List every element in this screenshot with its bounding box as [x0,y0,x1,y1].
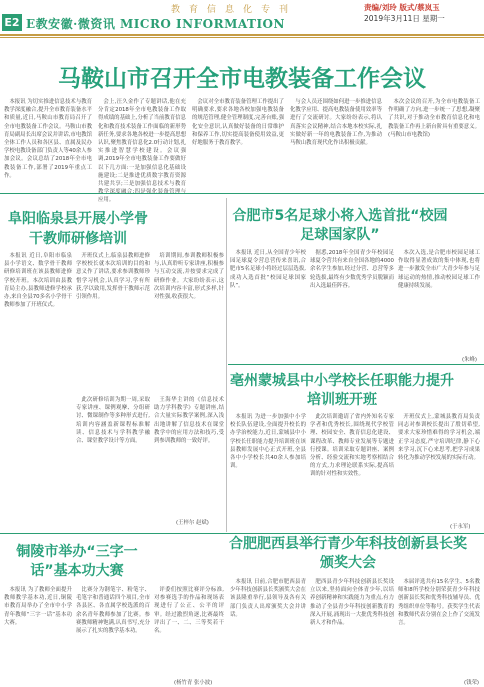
headline-linquan: 阜阳临泉县开展小学骨干教师研修培训 [8,211,148,247]
masthead-rule-thin [0,37,484,38]
a3-col1: 本报讯 近日,从全国青少年校园足球夏令营总营传来喜讯,合肥市5名足球小将经过层层选拔,成功入选首批“校园足球国家队”。 [230,250,306,289]
column-title: E教安徽·微资讯 MICRO INFORMATION [26,17,285,31]
masthead-rule [0,34,484,36]
a6-credit: (钱荣) [464,680,479,686]
a2-col3: 培训期间,参训教师积极参与,认真聆听专家讲座,积极参与互动交流,并按要求完成了研修作业。大家纷纷表示,这次培训内容丰富,形式多样,针对性强,收获很大。 [154,253,224,301]
headline-feixi: 合肥肥西县举行青少年科技创新县长奖颁奖大会 [229,536,467,571]
headline-tongling: 铜陵市举办“三字一话”基本功大赛 [16,544,138,579]
headline-maanshan: 马鞍山市召开全市电教装备工作会议 [58,66,426,92]
a1-col5: 本次会议的召开,为全市电教装备工作明确了方向,进一步统一了思想,凝聚了共识,对于推动全市教育信息化和电教装备工作再上新台阶具有重要意义。(马鞍山市电教馆) [388,99,480,138]
vertical-divider [226,198,227,532]
masthead [0,0,484,36]
a2-col1: 本报讯 近日,阜阳市临泉县小学语文、数学骨干教师研修培训班在该县教师进修学校开班。本次培训由县教育局主办,县教师进修学校承办,来自全县70多名小学骨干教师参加了开班仪式。 [4,253,72,309]
slogan: 教育信息化专刊 [170,5,297,15]
a1-col4: 与会人员还围绕如何进一步推进信息化教学应用、提高电教装备使用效率等进行了交流研讨。大家纷纷表示,将认真落实会议精神,结合本地本校实际,扎实做好新一年的电教装备工作,为推动马鞍山教育现代化作出积极贡献。 [290,99,382,147]
a5-credit: (杨竹青 张小波) [174,680,213,686]
headline-hefei-football: 合肥市5名足球小将入选首批“校园足球国家队” [232,208,448,243]
divider-3 [0,533,484,534]
paper-meta: 责编/刘玲 版式/蔡岚玉 [364,3,440,12]
a4-credit: (于永军) [450,524,471,530]
date-line: 2019年3月11日 星期一 [364,14,445,23]
a3-credit: (朱峰) [462,357,477,363]
a2-credit: (王梓尔 赵斌) [176,520,209,526]
a2-col3b: 王海华主讲的《信息技术助力学科教学》专题讲座,结合大量实际教学案例,深入浅出地讲解了信息技术在课堂教学中的应用方法和技巧,受到参训教师的一致好评。 [154,397,224,445]
a3-col3: 本次入选,是合肥市校园足球工作取得显著成效的集中体现,也将进一步激发全市广大青少年参与足球运动的热情,推动校园足球工作健康持续发展。 [398,250,480,289]
a1-col2: 会上,汪久金作了专题讲话,他在充分肯定2018年全市电教装备工作取得成绩的基础上,分析了当前教育信息化和教育技术装备工作面临的新形势新任务,要求各地各校进一步提高思想认识,聚焦教育信息化2.0行动计划,扎实推进智慧学校建设。会议强调,2019年全市电教装备工作要做好以下几方面:一是加强信息化基础设施建设;二是推进优质数字教育资源共建共享;三是加强信息技术与教育 应用。 [98,99,186,204]
a4-col2: 此次培训邀请了省内外知名专家学者和优秀校长,围绕现代学校管理、校园安全、教育信息化建设、课程改革、教师专业发展等专题进行授课。培训采取专题讲座、案例分析、经验交流和实地考察相结合的方式,力求理论联系实际,提高培训的针对性和实效性。 [310,414,394,478]
a5-col2: 比赛分为钢笔字、粉笔字、毛笔字和普通话四个项目,全市各县区、各直属学校选派的百余名青年教师参加了比赛。参赛教师精神饱满,认真书写,充分展示了扎实的教学基本功。 [76,587,150,635]
a3-col2: 据悉,2018年全国青少年校园足球夏令营共有来自全国各地的4000余名学生参加,经过分营、总营等多轮选拔,最终有少数优秀学员脱颖而出入选最佳阵容。 [310,250,394,289]
a6-col1: 本报讯 日前,合肥市肥西县青少年科技创新县长奖颁奖大会在该县隆重举行,县领导及各有关部门负责人出席颁奖大会并讲话。 [230,579,306,618]
headline-mengcheng: 亳州蒙城县中小学校长任职能力提升培训班开班 [230,373,454,408]
a4-col3: 开班仪式上,蒙城县教育局负责同志对参训校长提出了殷切希望,要求大家珍惜难得的学习机会,端正学习态度,严守培训纪律,静下心来学习,沉下心来思考,把学习成果转化为推动学校发展的实际行动。 [398,414,480,462]
a5-col1: 本报讯 为了教师全面提升教师教学基本功,近日,铜陵市教育局举办了全市中小学青年教师“三字一话”基本功大赛。 [4,587,72,626]
a5-col3: 评委们按照比赛评分标准,对参赛选手的作品和现场表现进行了公正、公平的评审。经过激烈角逐,比赛最终评出了一、二、三等奖若干名。 [154,587,224,635]
section-code: E2 [2,14,22,31]
a2-col2: 开班仪式上,临泉县教师进修学校校长就本次培训的目的和意义作了讲话,要求参训教师珍惜学习机会,认真学习,学有所获,学以致用,发挥骨干教师示范引领作用。 [76,253,150,301]
a6-col3: 本届评选共有15名学生、5名教师和8所学校分别荣获青少年科技创新县长奖和优秀科技辅导员、优秀组织单位等称号。获奖学生代表和教师代表分别在会上作了交流发言。 [398,579,480,627]
divider-2 [228,364,484,365]
a4-col1: 本报讯 为进一步加强中小学校长队伍建设,全面提升校长的办学治校能力,近日,蒙城县中小学校长任职能力提升培训班在该县教师发展中心正式开班,全县各中小学校长共40余人参加培训。 [230,414,306,470]
a6-col2: 肥西县青少年科技创新县长奖设立以来,坚持面向全体青少年,以培养创新精神和实践能力为重点,有力推动了全县青少年科技创新教育的深入开展,涌现出一大批优秀科技创新人才和作品。 [310,579,394,627]
a2-col2b: 此次研修培训为期一周,采取专家讲座、课例观摩、分组研讨、微课制作等多种形式进行,培训内容涵盖新课程标准解读、信息技术与学科教学融合、课堂教学设计等方面。 [76,397,150,445]
divider-1 [0,193,484,194]
a1-col1: 本报讯 为切实推进信息技术与教育教学深度融合,提升全市教育装备水平和质量,近日,马鞍山市教育局召开了全市电教装备工作会议。马鞍山市教育局副局长出席会议并讲话,市电教馆全体工作人员和各区县、直属及民办学校电教设备部门负责人等40余人参加会议。会议总结了2018年全市电教装备工作,部署了2019年重点工作。 [4,99,92,179]
a1-col3: 会议对全市教育装备管理工作提出了明确要求,要求各地各校加强电教装备的规范管理,健全管理制度,完善台账,强化安全意识,认真做好装备的日常维护和保养工作,切实提高装备使用效益,更好地服务于教育教学。 [192,99,284,147]
